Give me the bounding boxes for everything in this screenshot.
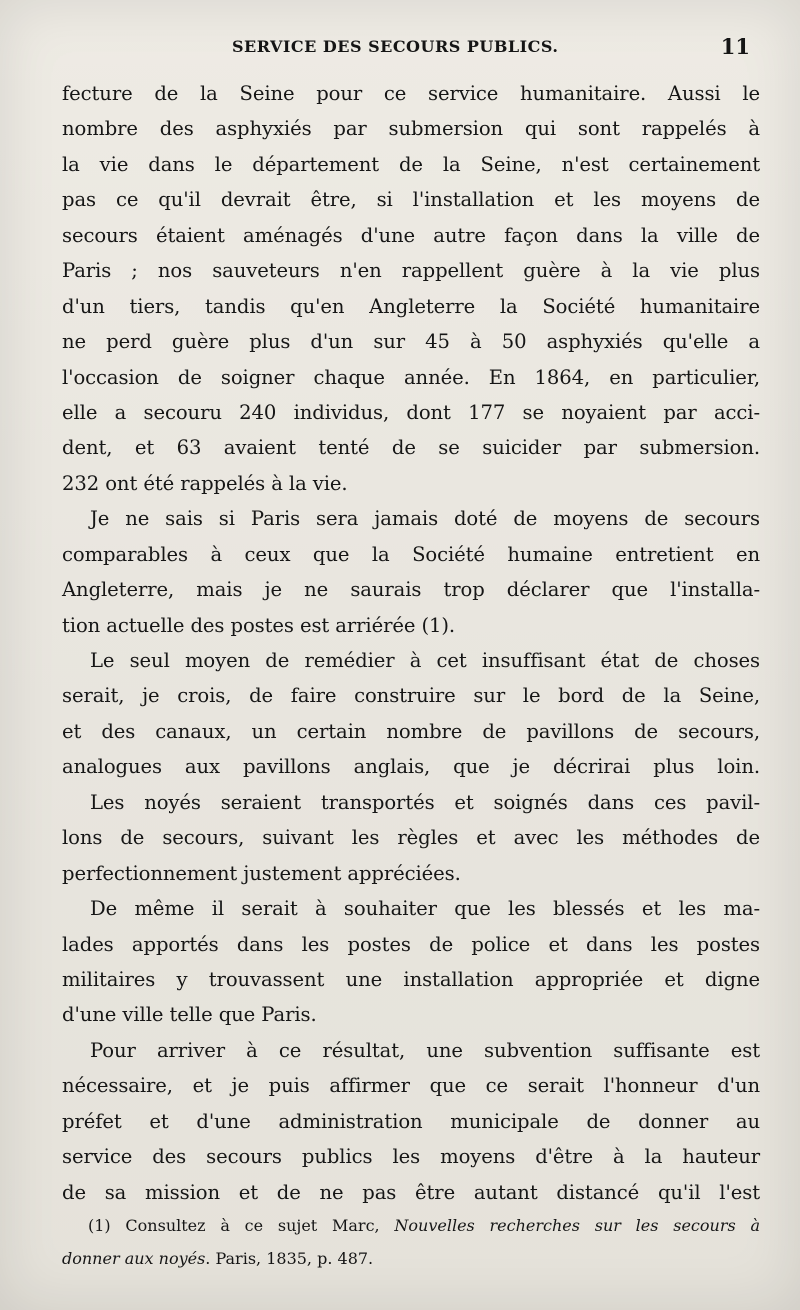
text-line: ne perd guère plus d'un sur 45 à 50 asphyxiés qu'elle a <box>62 330 760 354</box>
footnote-citation: . Paris, 1835, p. 487. <box>205 1249 374 1268</box>
text-line: elle a secouru 240 individus, dont 177 se noyaient par acci- <box>62 400 760 424</box>
page-number: 11 <box>720 34 750 59</box>
text-line: dent, et 63 avaient tenté de se suicider par submersion. <box>62 436 760 460</box>
running-head: SERVICE DES SECOURS PUBLICS. <box>232 37 559 56</box>
text-line: d'une ville telle que Paris. <box>62 1003 317 1027</box>
text-line: de sa mission et de ne pas être autant distancé qu'il l'est <box>62 1180 760 1204</box>
text-line: nécessaire, et je puis affirmer que ce serait l'honneur d'un <box>62 1074 760 1098</box>
text-line: la vie dans le département de la Seine, n'est certainement <box>62 152 760 176</box>
footnote-title-continued: donner aux noyés <box>62 1249 206 1268</box>
text-line: lons de secours, suivant les règles et avec les méthodes de <box>62 826 760 850</box>
footnote-title: Nouvelles recherches sur les secours à <box>394 1216 761 1235</box>
text-line: De même il serait à souhaiter que les blessés et les ma- <box>90 897 760 921</box>
text-line: Paris ; nos sauveteurs n'en rappellent guère à la vie plus <box>62 259 760 283</box>
text-line: lades apportés dans les postes de police et dans les postes <box>62 932 760 956</box>
text-line: Les noyés seraient transportés et soignés dans ces pavil- <box>90 790 760 814</box>
text-line: secours étaient aménagés d'une autre façon dans la ville de <box>62 223 760 247</box>
text-line: serait, je crois, de faire construire sur le bord de la Seine, <box>62 684 760 708</box>
text-line: Angleterre, mais je ne saurais trop déclarer que l'installa- <box>62 578 760 602</box>
text-line: comparables à ceux que la Société humaine entretient en <box>62 542 760 566</box>
text-line: l'occasion de soigner chaque année. En 1864, en particulier, <box>62 365 760 389</box>
text-line: analogues aux pavillons anglais, que je décrirai plus loin. <box>62 755 760 779</box>
text-line: nombre des asphyxiés par submersion qui sont rappelés à <box>62 117 760 141</box>
footnote-marker: (1) Consultez à ce sujet Marc, <box>88 1216 380 1235</box>
text-line: Je ne sais si Paris sera jamais doté de moyens de secours <box>90 507 760 531</box>
body-text <box>62 76 760 1210</box>
text-line: tion actuelle des postes est arriérée (1). <box>62 613 456 637</box>
text-line: perfectionnement justement appréciées. <box>62 861 461 885</box>
text-line: Le seul moyen de remédier à cet insuffisant état de choses <box>90 649 760 672</box>
text-line: militaires y trouvassent une installation appropriée et digne <box>62 967 760 991</box>
footnote-line <box>62 1242 760 1275</box>
text-line: pas ce qu'il devrait être, si l'installation et les moyens de <box>62 188 760 212</box>
text-line: préfet et d'une administration municipale de donner au <box>62 1109 760 1133</box>
footnote <box>62 1209 760 1275</box>
text-line: Pour arriver à ce résultat, une subvention suffisante est <box>90 1038 760 1062</box>
text-line: service des secours publics les moyens d'être à la hauteur <box>62 1145 760 1169</box>
text-line: et des canaux, un certain nombre de pavillons de secours, <box>62 719 760 743</box>
text-line: 232 ont été rappelés à la vie. <box>62 471 348 495</box>
footnote-line <box>62 1209 760 1242</box>
text-line: d'un tiers, tandis qu'en Angleterre la Société humanitaire <box>62 294 760 318</box>
text-line: fecture de la Seine pour ce service humanitaire. Aussi le <box>62 82 760 105</box>
